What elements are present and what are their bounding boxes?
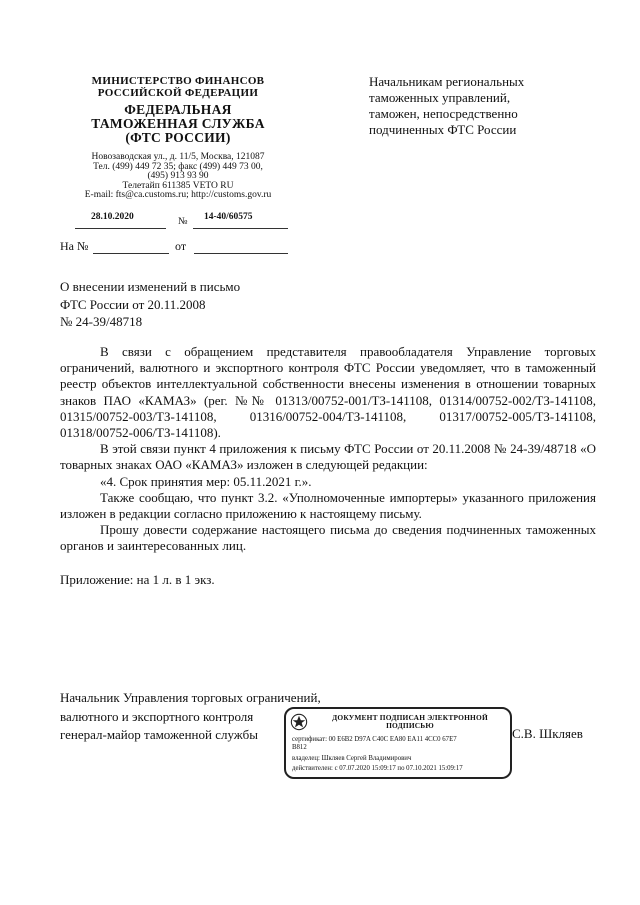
validity-line: действителен: с 07.07.2020 15:09:17 по 07.10.2021 15:09:17 bbox=[292, 765, 463, 772]
reference-number-label: На № bbox=[60, 239, 89, 253]
body-paragraph: В связи с обращением представителя правообладателя Управление торговых ограничений, валютного и экспортного контроля ФТС России уведомляет, что в таможенный реестр объектов интеллектуальной собственности внесены изменения в отношении товарных знаков ПАО «КАМАЗ» (рег. №№ 01313/00752-001/ТЗ-141108, 01314/00752-002/ТЗ-141108, 01315/00752-003/ТЗ-141108, 01316/00752-004/ТЗ-141108, 01317/00752-005/ТЗ-141108, 01318/00752-006/ТЗ-141108). bbox=[60, 344, 596, 441]
service-line: ФЕДЕРАЛЬНАЯ bbox=[124, 102, 232, 117]
address-line: Телетайп 611385 VETO RU bbox=[122, 180, 234, 191]
subject-line: ФТС России от 20.11.2008 bbox=[60, 296, 206, 312]
position-line: Начальник Управления торговых ограничений, bbox=[60, 690, 321, 705]
registration-date: 28.10.2020 bbox=[91, 212, 134, 222]
position-line: валютного и экспортного контроля bbox=[60, 708, 254, 724]
recipient-line: подчиненных ФТС России bbox=[369, 122, 517, 137]
emblem-icon bbox=[290, 713, 308, 731]
certificate-line: сертификат: 00 E6B2 D97A C40C EA80 EA11 4CC0 67E7 bbox=[292, 736, 457, 743]
recipient-line: таможенных управлений, bbox=[369, 90, 511, 105]
registration-number: 14-40/60575 bbox=[204, 212, 253, 222]
recipient-line: таможен, непосредственно bbox=[369, 106, 518, 121]
address-line: Новозаводская ул., д. 11/5, Москва, 121087 bbox=[91, 152, 265, 162]
service-line: ТАМОЖЕННАЯ СЛУЖБА bbox=[91, 116, 265, 131]
attachment-note: Приложение: на 1 л. в 1 экз. bbox=[60, 571, 215, 587]
body-paragraph: Также сообщаю, что пункт 3.2. «Уполномоченные импортеры» указанного приложения изложен в редакции согласно приложению к настоящему письму. bbox=[60, 489, 596, 522]
date-underline bbox=[75, 228, 166, 229]
ministry-line: РОССИЙСКОЙ ФЕДЕРАЦИИ bbox=[97, 87, 259, 99]
reference-date-line bbox=[194, 253, 288, 254]
signatory-position bbox=[60, 689, 321, 745]
ministry-name bbox=[60, 75, 296, 99]
stamp-title: ДОКУМЕНТ ПОДПИСАН ЭЛЕКТРОННОЙ ПОДПИСЬЮ bbox=[332, 713, 488, 730]
address-line: (495) 913 93 90 bbox=[147, 171, 209, 182]
subject-line: О внесении изменений в письмо bbox=[60, 279, 241, 294]
recipient-line: Начальникам региональных bbox=[369, 74, 525, 89]
body-paragraph: «4. Срок принятия мер: 05.11.2021 г.». bbox=[100, 473, 312, 489]
ministry-line: МИНИСТЕРСТВО ФИНАНСОВ bbox=[91, 75, 265, 87]
letter-body bbox=[60, 344, 596, 588]
number-underline bbox=[193, 228, 288, 229]
recipient-block bbox=[369, 74, 599, 138]
reference-date-label: от bbox=[175, 239, 187, 253]
sender-address bbox=[60, 153, 296, 201]
position-line: генерал-майор таможенной службы bbox=[60, 727, 258, 742]
service-name bbox=[60, 103, 296, 145]
body-paragraph: Прошу довести содержание настоящего письма до сведения подчиненных таможенных органов и заинтересованных лиц. bbox=[60, 522, 596, 554]
signatory-name: С.В. Шкляев bbox=[512, 726, 583, 741]
number-sign: № bbox=[178, 216, 188, 227]
owner-line: владелец: Шкляев Сергей Владимирович bbox=[292, 755, 412, 762]
e-signature-stamp bbox=[284, 707, 512, 779]
address-line: E-mail: fts@ca.customs.ru; http://customs.gov.ru bbox=[84, 190, 272, 201]
service-line: (ФТС РОССИИ) bbox=[125, 130, 231, 145]
body-paragraph: В этой связи пункт 4 приложения к письму ФТС России от 20.11.2008 № 24-39/48718 «О товарных знаках ОАО «КАМАЗ» изложен в следующей редакции: bbox=[60, 441, 596, 473]
subject-line: № 24-39/48718 bbox=[60, 314, 143, 329]
address-line: Тел. (499) 449 72 35; факс (499) 449 73 00, bbox=[93, 161, 263, 172]
letter-subject bbox=[60, 278, 240, 331]
reference-number-line bbox=[93, 253, 169, 254]
certificate-line: B812 bbox=[292, 744, 307, 751]
